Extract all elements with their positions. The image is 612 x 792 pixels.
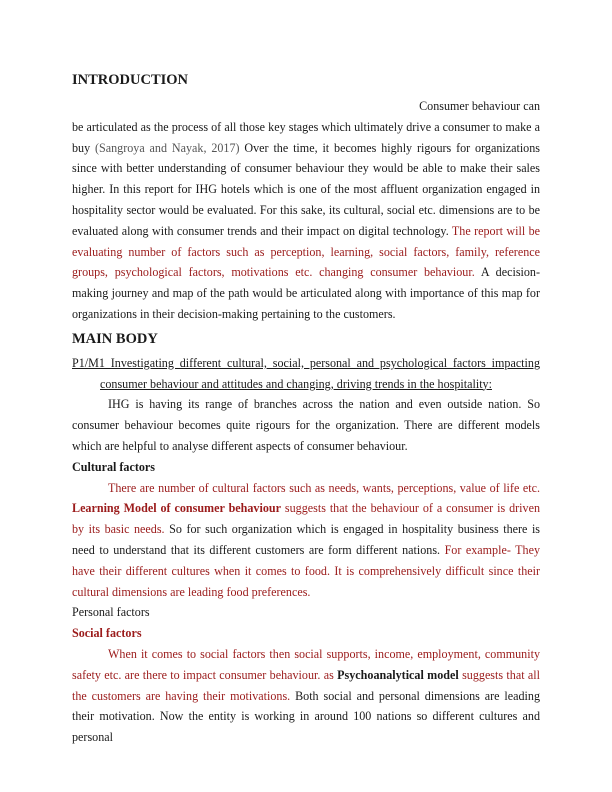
document-page xyxy=(72,70,540,748)
cultural-text-1: So for such organization which is engaged in hospitality business there is need to understand that its different customers are form different nations. xyxy=(72,522,541,557)
intro-text-1: be articulated as the process of all those key stages which ultimately drive a consumer to make a buy xyxy=(72,119,540,155)
task-paragraph: IHG is having its range of branches across the nation and even outside nation. So consumer behaviour becomes quite rigours for the organization. There are different models which are helpful to analyse different aspects of consumer behaviour. xyxy=(72,397,540,453)
main-body-heading: MAIN BODY xyxy=(72,330,158,347)
task-heading: P1/M1 Investigating different cultural, social, personal and psychological factors impacting consumer behaviour and attitudes and changing, driving trends in the hospitality: xyxy=(72,355,540,391)
intro-text-2: Over the time, it becomes highly rigours for organizations since with better understanding of consumer behaviour they would be able to make their sales higher. In this report for IHG hotels which is one of the most affluent organization engaged in hospitality sector would be evaluated. For this sake, its cultural, social etc. dimensions are to be evaluated along with consumer trends and their impact on digital technology. xyxy=(72,140,540,238)
intro-text-3: A decision-making journey and map of the path would be articulated along with importance of this map for organizations in their decision-making pertaining to the customers. xyxy=(72,265,541,321)
personal-factors-heading: Personal factors xyxy=(72,605,150,620)
cultural-red-2: suggests that the behaviour of a consumer is driven by its basic needs. xyxy=(72,501,540,537)
social-paragraph xyxy=(72,644,540,748)
cultural-red-1: There are number of cultural factors such as needs, wants, perceptions, value of life etc. xyxy=(108,480,540,495)
psychoanalytical-model-term: Psychoanalytical model xyxy=(337,667,459,682)
social-text-1: Both social and personal dimensions are leading their motivation. Now the entity is working in around 100 nations so different cultures and personal xyxy=(72,688,540,745)
learning-model-term: Learning Model of consumer behaviour xyxy=(72,501,281,516)
cultural-red-3: For example- They have their different cultures when it comes to food. It is comprehensively difficult since their cultural dimensions are leading food preferences. xyxy=(72,542,541,599)
cultural-factors-heading: Cultural factors xyxy=(72,459,155,474)
social-red-2: suggests that all the customers are having their motivations. xyxy=(72,667,540,703)
introduction-heading: INTRODUCTION xyxy=(72,72,189,88)
social-factors-heading: Social factors xyxy=(72,626,142,641)
intro-first-line: Consumer behaviour can xyxy=(419,99,540,113)
cultural-paragraph xyxy=(72,478,540,603)
social-red-1: When it comes to social factors then social supports, income, employment, community safety etc. are there to impact consumer behaviour. as xyxy=(72,646,540,682)
intro-citation: (Sangroya and Nayak, 2017) xyxy=(95,140,240,155)
intro-red-text: The report will be evaluating number of factors such as perception, learning, social factors, family, reference groups, psychological factors, motivations etc. changing consumer behaviour. xyxy=(72,223,540,280)
intro-paragraph xyxy=(72,117,540,325)
